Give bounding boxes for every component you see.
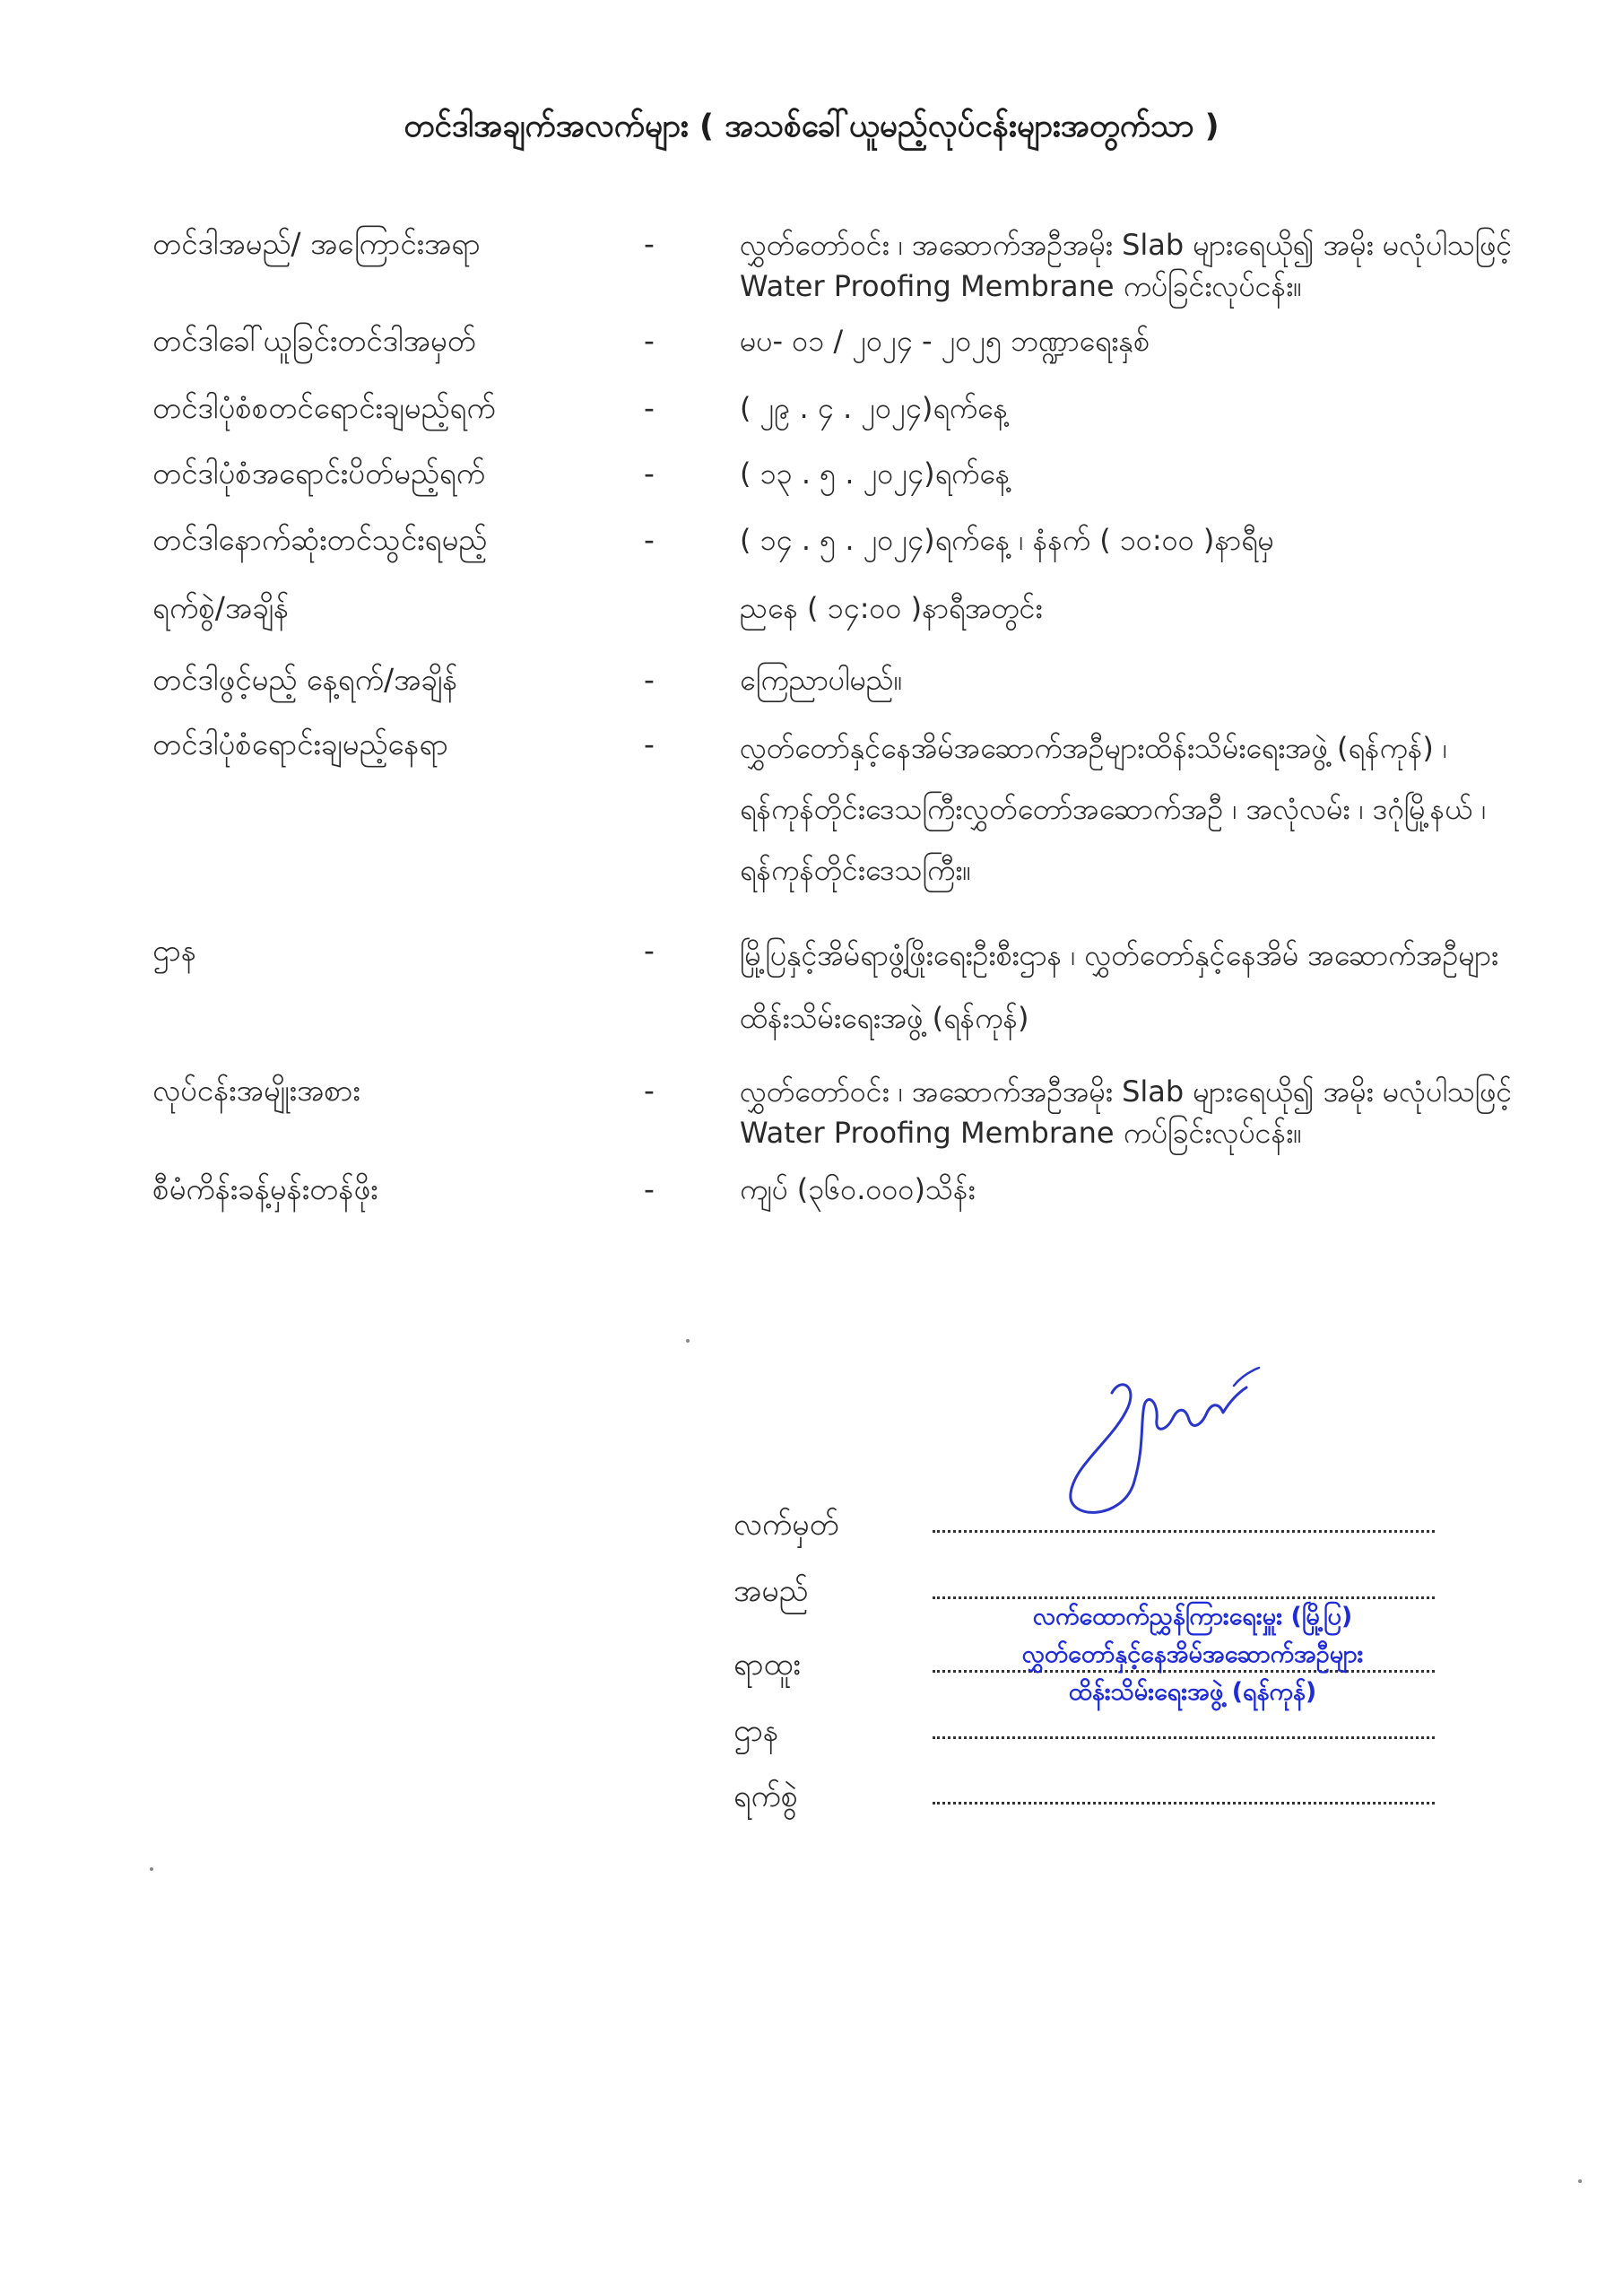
info-row-work-type [152,1058,1533,1150]
row-value: မြို့ပြနှင့်အိမ်ရာဖွံ့ဖြိုးရေးဦးစီးဌာန ၊ လွှတ်တော်နှင့်နေအိမ် အဆောက်အဦများထိန်းသိမ်းရေးအဖွဲ့ (ရန်ကုန်) [740,938,1499,1035]
row-separator: - [644,1171,655,1206]
row-value: လွှတ်တော်ဝင်း ၊ အဆောက်အဦအမိုး Slab များရေယို၍ အမိုး မလုံပါသဖြင့် Water Proofing Membrane ကပ်ခြင်းလုပ်ငန်း။ [740,228,1513,303]
row-separator: - [644,522,655,557]
row-label: တင်ဒါပုံစံအရောင်းပိတ်မည့်ရက် [152,456,486,491]
row-separator: - [644,1073,655,1108]
scan-speck [1578,2179,1582,2183]
row-separator: - [644,323,655,358]
scan-speck [686,1339,690,1343]
signature-label: လက်မှတ် [733,1507,839,1543]
signature-field-signature [733,1498,1451,1552]
row-value: ( ၂၉ . ၄ . ၂၀၂၄)ရက်နေ့ [740,391,1008,425]
row-label: စီမံကိန်းခန့်မှန်းတန်ဖိုး [152,1171,378,1206]
stamp-line: လွှတ်တော်နှင့်နေအိမ်အဆောက်အဦများ [1021,1640,1364,1668]
row-separator: - [644,662,655,697]
info-row-tender-number [152,314,1533,368]
row-label: တင်ဒါခေါ်ယူခြင်းတင်ဒါအမှတ် [152,323,476,358]
info-row-sale-start-date [152,381,1533,435]
row-label: တင်ဒါပုံစံရောင်းချမည့်နေရာ [152,726,448,761]
row-separator: - [644,456,655,491]
signature-label: ရာထူး [733,1647,802,1683]
info-row-opening-date [152,653,1533,707]
row-value: ကြေညာပါမည်။ [740,663,903,697]
row-value: လွှတ်တော်နှင့်နေအိမ်အဆောက်အဦများထိန်းသိမ်းရေးအဖွဲ့ (ရန်ကုန်) ၊ ရန်ကုန်တိုင်းဒေသကြီးလွှတ်တော်အဆောက်အဦ ၊ အလုံလမ်း ၊ ဒဂုံမြို့နယ် ၊ ရန်ကုန်တိုင်းဒေသကြီး။ [740,731,1487,887]
official-stamp [995,1598,1390,1711]
row-value: ( ၁၄ . ၅ . ၂၀၂၄)ရက်နေ့ ၊ နံနက် ( ၁၀:၀၀ )နာရီမှ [740,523,1274,557]
document-title: တင်ဒါအချက်အလက်များ ( အသစ်ခေါ်ယူမည့်လုပ်ငန်းများအတွက်သာ ) [404,109,1219,144]
dotted-line [933,1736,1435,1739]
row-value: လွှတ်တော်ဝင်း ၊ အဆောက်အဦအမိုး Slab များရေယို၍ အမိုး မလုံပါသဖြင့် Water Proofing Membrane ကပ်ခြင်းလုပ်ငန်း။ [740,1074,1513,1150]
row-separator: - [644,226,655,261]
info-row-submission-deadline [152,513,1533,567]
row-separator: - [644,390,655,425]
scan-speck [150,1867,153,1871]
row-separator: - [644,726,655,761]
info-row-deadline-time [152,581,1533,635]
row-separator: - [644,933,655,968]
info-row-sale-end-date [152,447,1533,500]
row-label: ရက်စွဲ/အချိန် [152,590,290,625]
row-label: တင်ဒါအမည်/ အကြောင်းအရာ [152,226,481,261]
row-value: ( ၁၃ . ၅ . ၂၀၂၄)ရက်နေ့ [740,457,1011,491]
stamp-line: လက်ထောက်ညွှန်ကြားရေးမှူး (မြို့ပြ) [1032,1603,1353,1631]
info-row-sale-location [152,718,1533,887]
row-label: တင်ဒါနောက်ဆုံးတင်သွင်းရမည့် [152,522,488,557]
signature-field-department [733,1704,1451,1758]
dotted-line [933,1530,1435,1533]
signature-label: ဌာန [733,1713,779,1749]
row-value: မပ- ၀၁ / ၂၀၂၄ - ၂၀၂၅ ဘဏ္ဍာရေးနှစ် [740,324,1150,358]
row-label: လုပ်ငန်းအမျိုးအစား [152,1073,360,1108]
row-value: ကျပ် (၃၆၀.၀၀၀)သိန်း [740,1172,976,1206]
signature-label: အမည် [733,1573,809,1609]
signature-field-date [733,1770,1451,1823]
info-row-tender-name [152,212,1533,303]
info-row-estimated-value [152,1162,1533,1216]
row-label: တင်ဒါဖွင့်မည့် နေ့ရက်/အချိန် [152,662,458,697]
stamp-line: ထိန်းသိမ်းရေးအဖွဲ့ (ရန်ကုန်) [1068,1678,1317,1706]
signature-label: ရက်စွဲ [733,1779,798,1814]
row-value: ညနေ ( ၁၄:၀၀ )နာရီအတွင်း [740,591,1043,625]
dotted-line [933,1802,1435,1805]
row-label: တင်ဒါပုံစံစတင်ရောင်းချမည့်ရက် [152,390,496,425]
info-row-department [152,924,1533,1035]
row-label: ဌာန [152,933,196,968]
